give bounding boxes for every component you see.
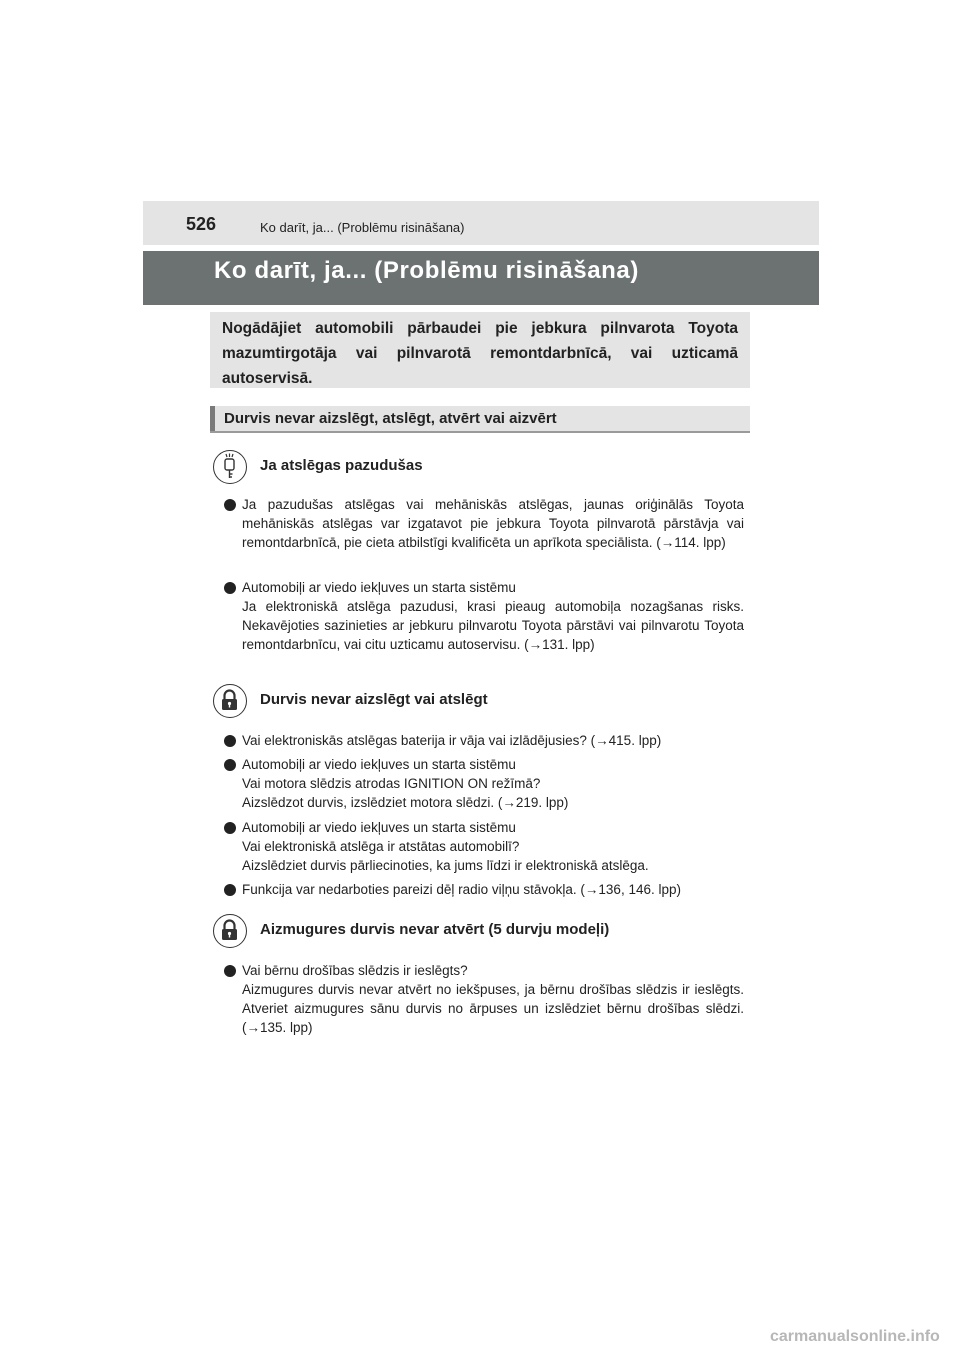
bullet-dot (224, 735, 236, 747)
list-item-text: Automobiļi ar viedo iekļuves un starta sistēmu Ja elektroniskā atslēga pazudusi, krasi pieaug automobiļa nozagšanas risks. Nekavējoties sazinieties ar jebkuru pilnvarotu Toyota pārstāvi vai pilnvarotu Toyota remontdarbnīcu, vai citu uzticamu autoservisu. (→131. lpp) (242, 580, 744, 652)
list-item-text: Vai elektroniskās atslēgas baterija ir vāja vai izlādējusies? (→415. lpp) (242, 733, 662, 748)
section-accent-bar (210, 406, 215, 431)
subsection-heading-rear-doors: Aizmugures durvis nevar atvērt (5 durvju modeļi) (260, 921, 610, 938)
list-item-text: Ja pazudušas atslēgas vai mehāniskās atslēgas, jaunas oriģinālās Toyota mehāniskās atslēgas var izgatavot pie jebkura Toyota pilnvarotā pārstāvja vai remontdarbnīcā, pie cieta atbilstīgi kvalificēta un aprīkota speciālista. (→114. lpp) (242, 497, 744, 550)
bullet-dot (224, 582, 236, 594)
padlock-icon (213, 914, 247, 948)
list-item-text: Vai bērnu drošības slēdzis ir ieslēgts? Aizmugures durvis nevar atvērt no iekšpuses, ja bērnu drošības slēdzis ir ieslēgts. Atveriet aizmugures sānu durvis no ārpuses un izslēdziet bērnu drošības slēdzi. (→135. lpp) (242, 963, 744, 1035)
list-item-text: Automobiļi ar viedo iekļuves un starta sistēmu Vai motora slēdzis atrodas IGNITION ON režīmā? Aizslēdzot durvis, izslēdziet motora slēdzi. (→219. lpp) (242, 757, 569, 810)
list-item-text: Automobiļi ar viedo iekļuves un starta sistēmu Vai elektroniskā atslēga ir atstātas automobilī? Aizslēdziet durvis pārliecinoties, ka jums līdzi ir elektroniskā atslēga. (242, 820, 649, 873)
padlock-icon (213, 684, 247, 718)
watermark: carmanualsonline.info (770, 1328, 940, 1345)
list-item (224, 818, 744, 875)
bullet-dot (224, 884, 236, 896)
page-number: 526 (186, 214, 217, 234)
section-heading (210, 406, 750, 433)
bullet-dot (224, 822, 236, 834)
bullet-dot (224, 759, 236, 771)
list-item (224, 495, 744, 552)
subsection-heading-cannot-lock: Durvis nevar aizslēgt vai atslēgt (260, 691, 488, 708)
list-item (224, 755, 744, 812)
section-heading-label: Durvis nevar aizslēgt, atslēgt, atvērt vai aizvērt (224, 410, 557, 427)
page-title: Ko darīt, ja... (Problēmu risināšana) (214, 257, 639, 284)
list-item (224, 961, 744, 1037)
bullet-dot (224, 965, 236, 977)
subsection-heading-lost-keys: Ja atslēgas pazudušas (260, 457, 423, 474)
intro-box: Nogādājiet automobili pārbaudei pie jebkura pilnvarota Toyota mazumtirgotāja vai pilnvarotā remontdarbnīcā, vai uzticamā autoservisā. (210, 312, 750, 388)
list-item-text: Funkcija var nedarboties pareizi dēļ radio viļņu stāvokļa. (→136, 146. lpp) (242, 882, 681, 897)
header-band (143, 201, 819, 245)
list-item (224, 880, 744, 899)
running-head: Ko darīt, ja... (Problēmu risināšana) (260, 220, 465, 235)
key-icon (213, 450, 247, 484)
list-item (224, 731, 744, 750)
bullet-dot (224, 499, 236, 511)
list-item (224, 578, 744, 654)
